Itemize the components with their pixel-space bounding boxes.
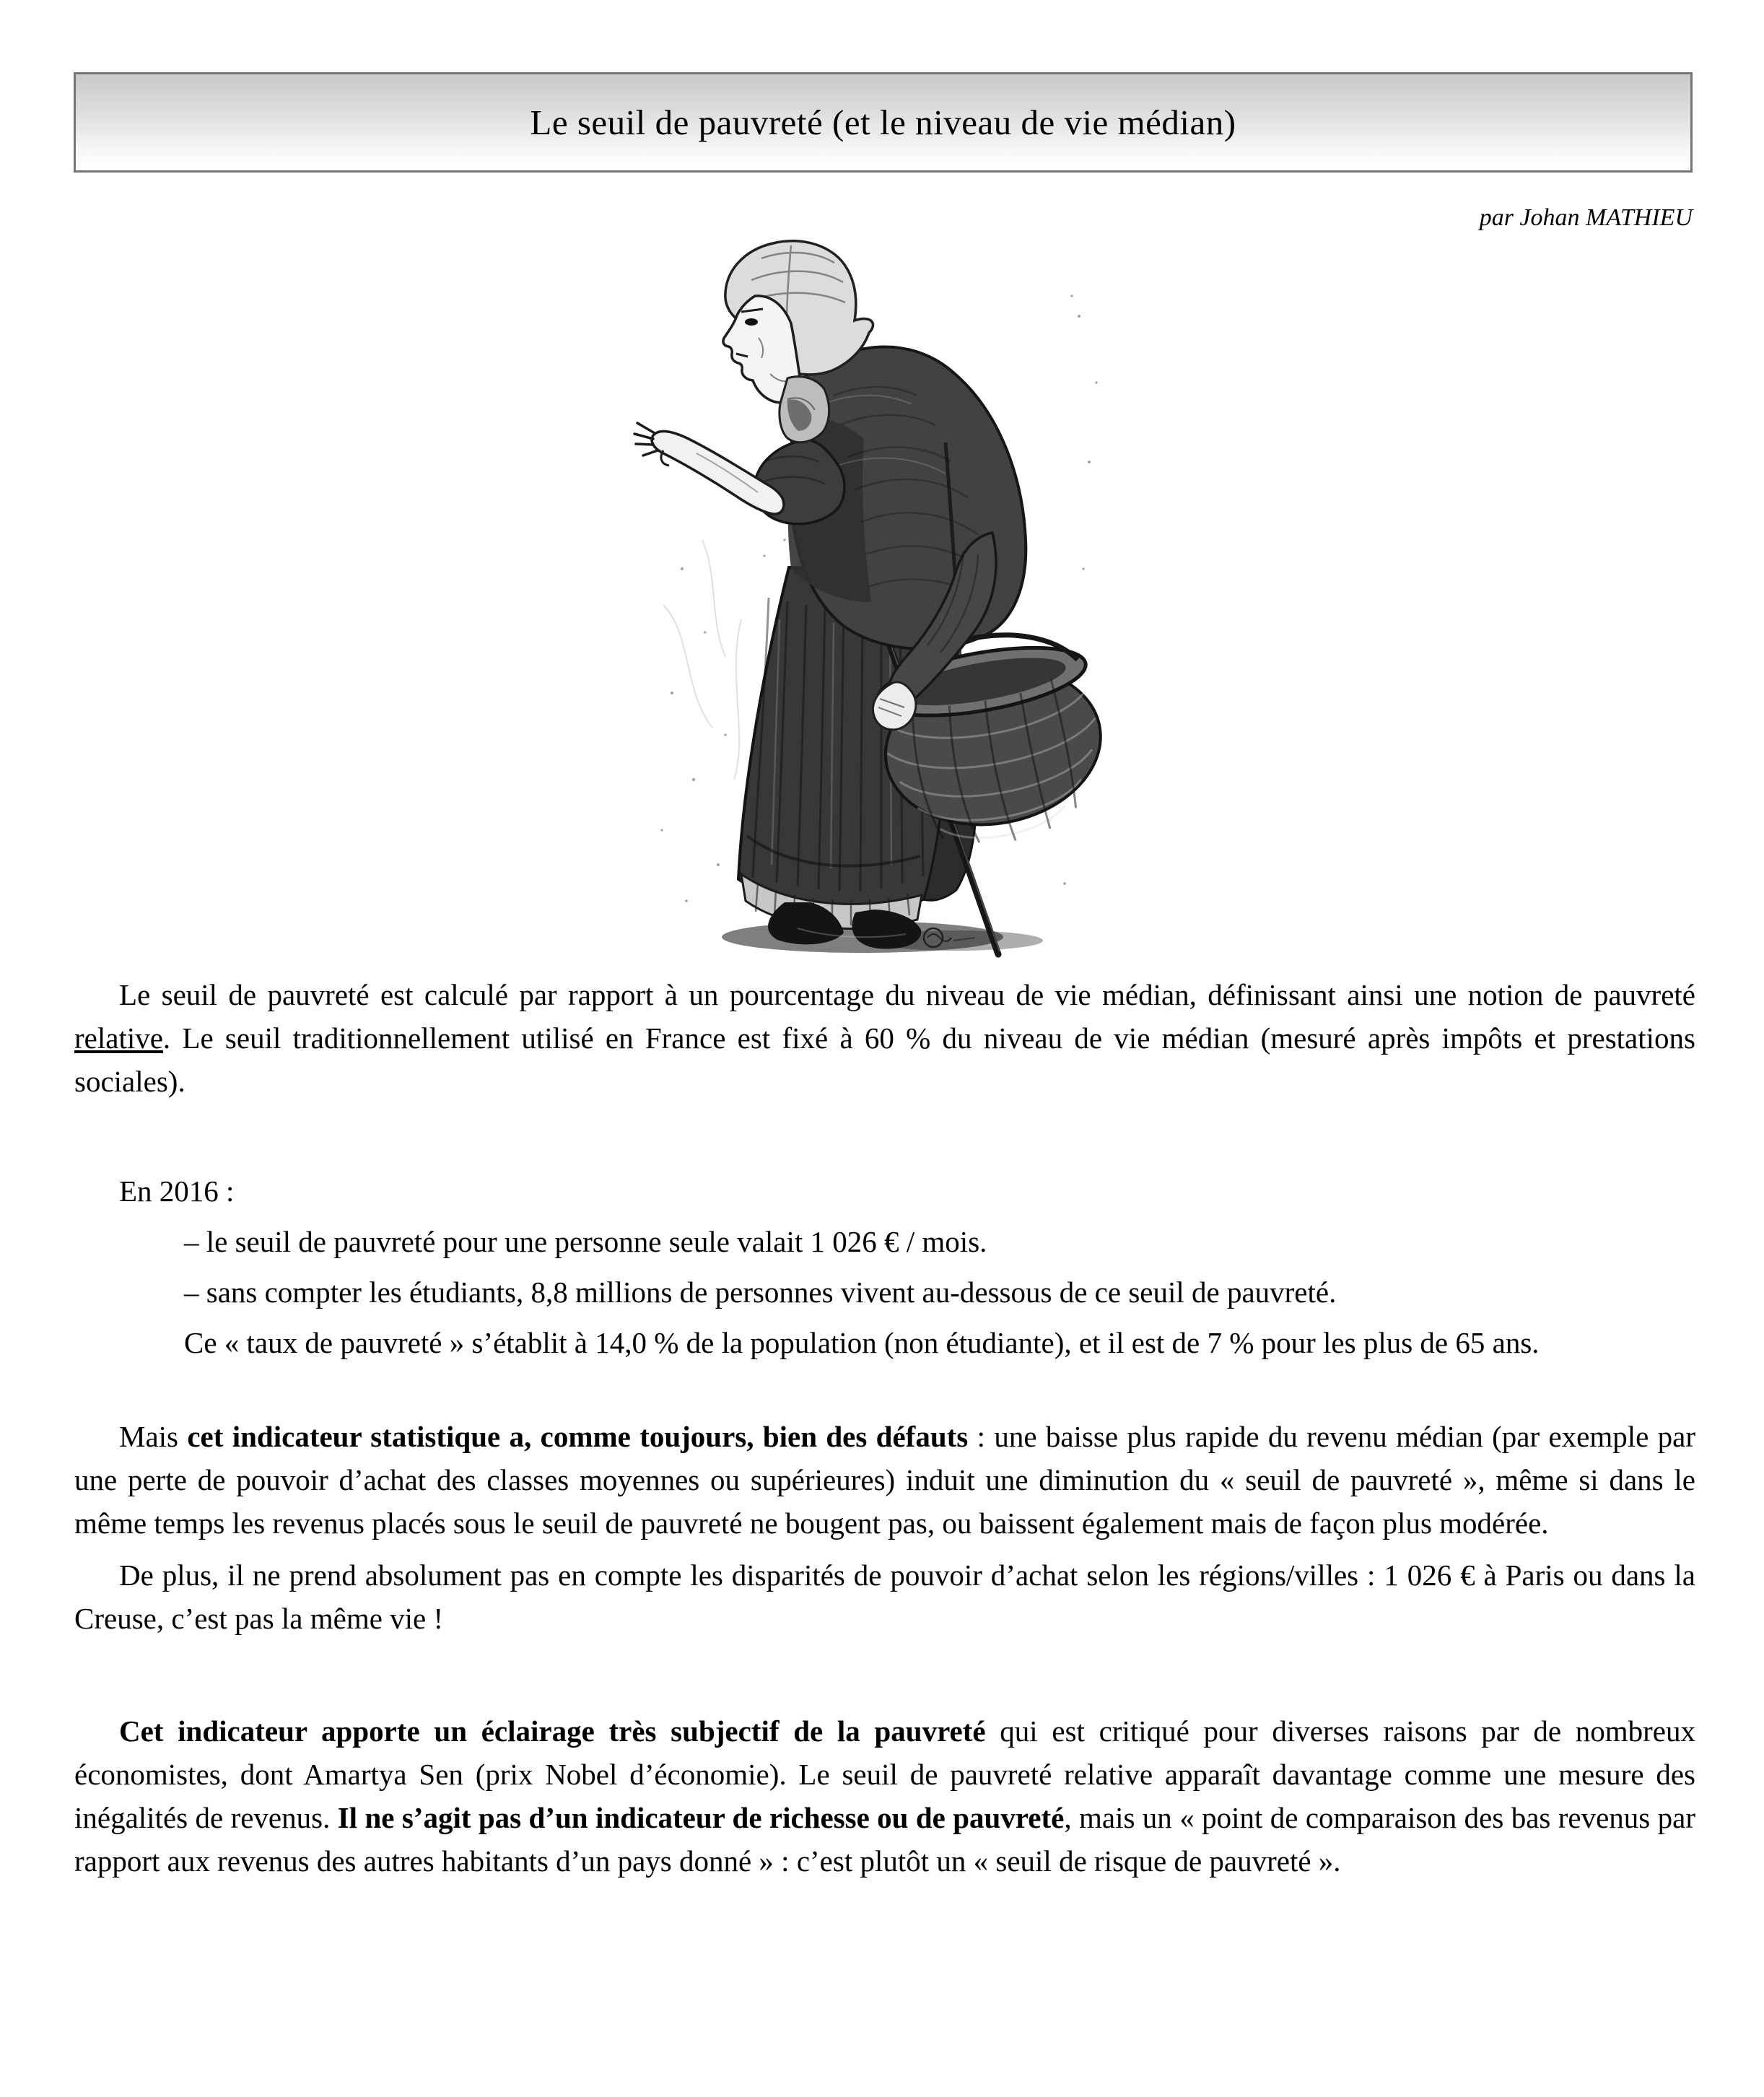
underlined-word-relative: relative	[74, 1021, 163, 1055]
title-banner	[74, 72, 1693, 173]
neck-collar	[780, 377, 829, 442]
paragraph-definition-text-2: . Le seuil traditionnellement utilisé en France est fixé à 60 % du niveau de vie médian (mesuré après impôts et prestations sociales).	[74, 1021, 1695, 1098]
paragraph-eclairage-subjectif	[74, 1709, 1695, 1883]
illustration-begging-woman-etching	[617, 230, 1122, 962]
list-item-taux-de-pauvrete: Ce « taux de pauvreté » s’établit à 14,0 % de la population (non étudiante), et il est de 7 % pour les plus de 65 ans.	[184, 1326, 1540, 1359]
paragraph-definition-text-1: Le seuil de pauvreté est calculé par rapport à un pourcentage du niveau de vie médian, définissant ainsi une notion de pauvreté	[119, 978, 1695, 1011]
list-item-seuil-personne-seule: – le seuil de pauvreté pour une personne seule valait 1 026 € / mois.	[184, 1225, 987, 1258]
bold-phrase-indicateur-richesse: Il ne s’agit pas d’un indicateur de richesse ou de pauvreté	[337, 1801, 1065, 1834]
paragraph-defauts-rest: : une baisse plus rapide du revenu médian (par exemple par une perte de pouvoir d’achat des classes moyennes ou supérieures) induit une diminution du « seuil de pauvreté », même si dans le même temps les revenus placés sous le seuil de pauvreté ne bougent pas, ou baissent également mais de façon plus modérée.	[74, 1420, 1696, 1540]
list-item-millions-personnes: – sans compter les étudiants, 8,8 millions de personnes vivent au-dessous de ce seuil de pauvreté.	[184, 1276, 1337, 1309]
paragraph-en-2016-intro: En 2016 :	[119, 1174, 235, 1208]
paragraph-defauts	[74, 1415, 1695, 1545]
page-title: Le seuil de pauvreté (et le niveau de vie médian)	[530, 103, 1236, 142]
bold-phrase-defauts: cet indicateur statistique a, comme toujours, bien des défauts	[187, 1420, 969, 1453]
etching-scratches	[663, 540, 741, 780]
paragraph-defauts-lead: Mais	[119, 1420, 188, 1453]
etching-drawing	[617, 230, 1122, 962]
paragraph-definition	[74, 973, 1695, 1103]
article-body	[74, 973, 1695, 1883]
paragraph-eclairage-rest: , mais un « point de comparaison des bas revenus par rapport aux revenus des autres habitants d’un pays donné » : c’est plutôt un « seuil de risque de pauvreté ».	[74, 1801, 1695, 1878]
list-en-2016	[184, 1220, 1695, 1364]
paragraph-disparites: De plus, il ne prend absolument pas en compte les disparités de pouvoir d’achat selon les régions/villes : 1 026 € à Paris ou dans la Creuse, c’est pas la même vie !	[74, 1558, 1695, 1635]
bold-phrase-eclairage: Cet indicateur apporte un éclairage très subjectif de la pauvreté	[119, 1714, 986, 1748]
eye	[745, 318, 758, 326]
paragraph-eclairage-mid: qui est critiqué pour diverses raisons par de nombreux économistes, dont Amartya Sen (prix Nobel d’économie). Le seuil de pauvreté relative apparaît davantage comme une mesure des inégalités de revenus.	[74, 1714, 1695, 1834]
byline: par Johan MATHIEU	[1479, 204, 1693, 231]
